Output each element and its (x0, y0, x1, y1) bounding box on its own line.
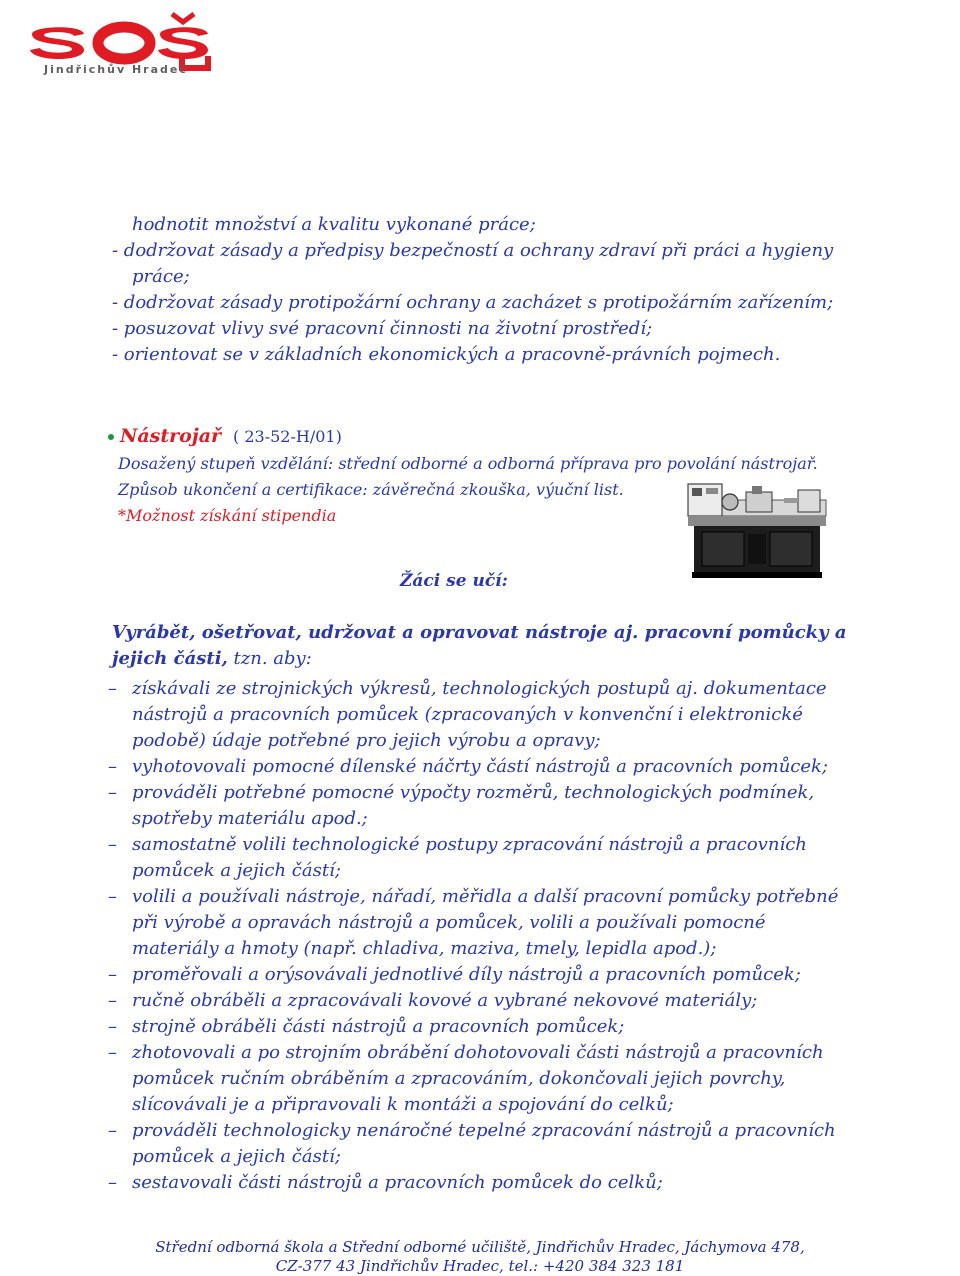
program-name: Nástrojař (120, 425, 222, 447)
dash-marker: – (108, 964, 117, 985)
dash-marker: – (108, 1172, 117, 1193)
item-line: získávali ze strojnických výkresů, technologických postupů aj. dokumentace (132, 678, 827, 699)
page-footer (0, 1238, 960, 1276)
item-line: nástrojů a pracovních pomůcek (zpracovaných v konvenční i elektronické (132, 704, 803, 725)
list-item (108, 676, 878, 754)
dash-marker: – (108, 886, 117, 907)
item-line: zhotovovali a po strojním obrábění dohotovovali části nástrojů a pracovních (132, 1042, 824, 1063)
item-line: vyhotovovali pomocné dílenské náčrty částí nástrojů a pracovních pomůcek; (132, 756, 828, 777)
item-line: slícovávali je a připravovali k montáži a spojování do celků; (132, 1094, 674, 1115)
program-heading (108, 422, 868, 451)
list-item (108, 1118, 878, 1170)
lathe-machine-image (674, 476, 834, 584)
item-line: prováděli technologicky nenáročné tepelné zpracování nástrojů a pracovních (132, 1120, 836, 1141)
list-item (108, 754, 878, 780)
item-line: volili a používali nástroje, nářadí, měřidla a další pracovní pomůcky potřebné (132, 886, 839, 907)
skills-list (108, 676, 878, 1196)
item-line: sestavovali části nástrojů a pracovních pomůcek do celků; (132, 1172, 663, 1193)
list-item (108, 884, 878, 962)
dash-marker: – (108, 782, 117, 803)
footer-line-2: CZ-377 43 Jindřichův Hradec, tel.: +420 384 323 181 (275, 1257, 685, 1275)
item-line: materiály a hmoty (např. chladiva, maziva, tmely, lepidla apod.); (132, 938, 717, 959)
duty-line: - orientovat se v základních ekonomických a pracovně-právních pojmech. (112, 344, 781, 365)
list-item (108, 832, 878, 884)
dash-marker: – (108, 756, 117, 777)
item-line: pomůcek a jejich částí; (132, 860, 341, 881)
bullet-icon (108, 434, 114, 440)
dash-marker: – (108, 834, 117, 855)
item-line: pomůcek a jejich částí; (132, 1146, 341, 1167)
list-item (108, 988, 878, 1014)
duty-line: - posuzovat vlivy své pracovní činnosti na životní prostředí; (112, 318, 653, 339)
program-completion: Způsob ukončení a certifikace: závěrečná zkouška, výuční list. (118, 480, 624, 499)
duties-list-top (112, 212, 892, 368)
item-line: samostatně volili technologické postupy zpracování nástrojů a pracovních (132, 834, 807, 855)
item-line: spotřeby materiálu apod.; (132, 808, 368, 829)
item-line: ručně obráběli a zpracovávali kovové a vybrané nekovové materiály; (132, 990, 758, 1011)
list-item (108, 1014, 878, 1040)
list-item (108, 1170, 878, 1196)
item-line: strojně obráběli části nástrojů a pracovních pomůcek; (132, 1016, 625, 1037)
list-item (108, 962, 878, 988)
item-line: proměřovali a orýsovávali jednotlivé díly nástrojů a pracovních pomůcek; (132, 964, 801, 985)
duty-line: - dodržovat zásady protipožární ochrany a zacházet s protipožárním zařízením; (112, 292, 834, 313)
list-item (108, 1040, 878, 1118)
students-learn-heading: Žáci se učí: (400, 571, 508, 591)
intro-rest: tzn. aby: (227, 648, 312, 669)
duty-line: práce; (132, 266, 190, 287)
logo-subtitle: Jindřichův Hradec (44, 63, 188, 76)
intro-bold: Vyrábět, ošetřovat, udržovat a opravovat nástroje aj. pracovní pomůcky a jejich části, (112, 622, 847, 669)
item-line: podobě) údaje potřebné pro jejich výrobu a opravy; (132, 730, 601, 751)
program-degree: Dosažený stupeň vzdělání: střední odborné a odborná příprava pro povolání nástrojař. (118, 454, 818, 473)
item-line: pomůcek ručním obráběním a zpracováním, dokončovali jejich povrchy, (132, 1068, 786, 1089)
duty-line: hodnotit množství a kvalitu vykonané práce; (132, 214, 536, 235)
dash-marker: – (108, 990, 117, 1011)
list-item (108, 780, 878, 832)
footer-line-1: Střední odborná škola a Střední odborné učiliště, Jindřichův Hradec, Jáchymova 478, (155, 1238, 805, 1256)
dash-marker: – (108, 1042, 117, 1063)
dash-marker: – (108, 1120, 117, 1141)
program-code: ( 23-52-H/01) (233, 427, 342, 446)
intro-sentence (112, 620, 872, 672)
dash-marker: – (108, 678, 117, 699)
program-scholarship: *Možnost získání stipendia (118, 506, 337, 525)
duty-line: - dodržovat zásady a předpisy bezpečností a ochrany zdraví při práci a hygieny (112, 240, 834, 261)
item-line: prováděli potřebné pomocné výpočty rozměrů, technologických podmínek, (132, 782, 815, 803)
dash-marker: – (108, 1016, 117, 1037)
item-line: při výrobě a opravách nástrojů a pomůcek, volili a používali pomocné (132, 912, 766, 933)
